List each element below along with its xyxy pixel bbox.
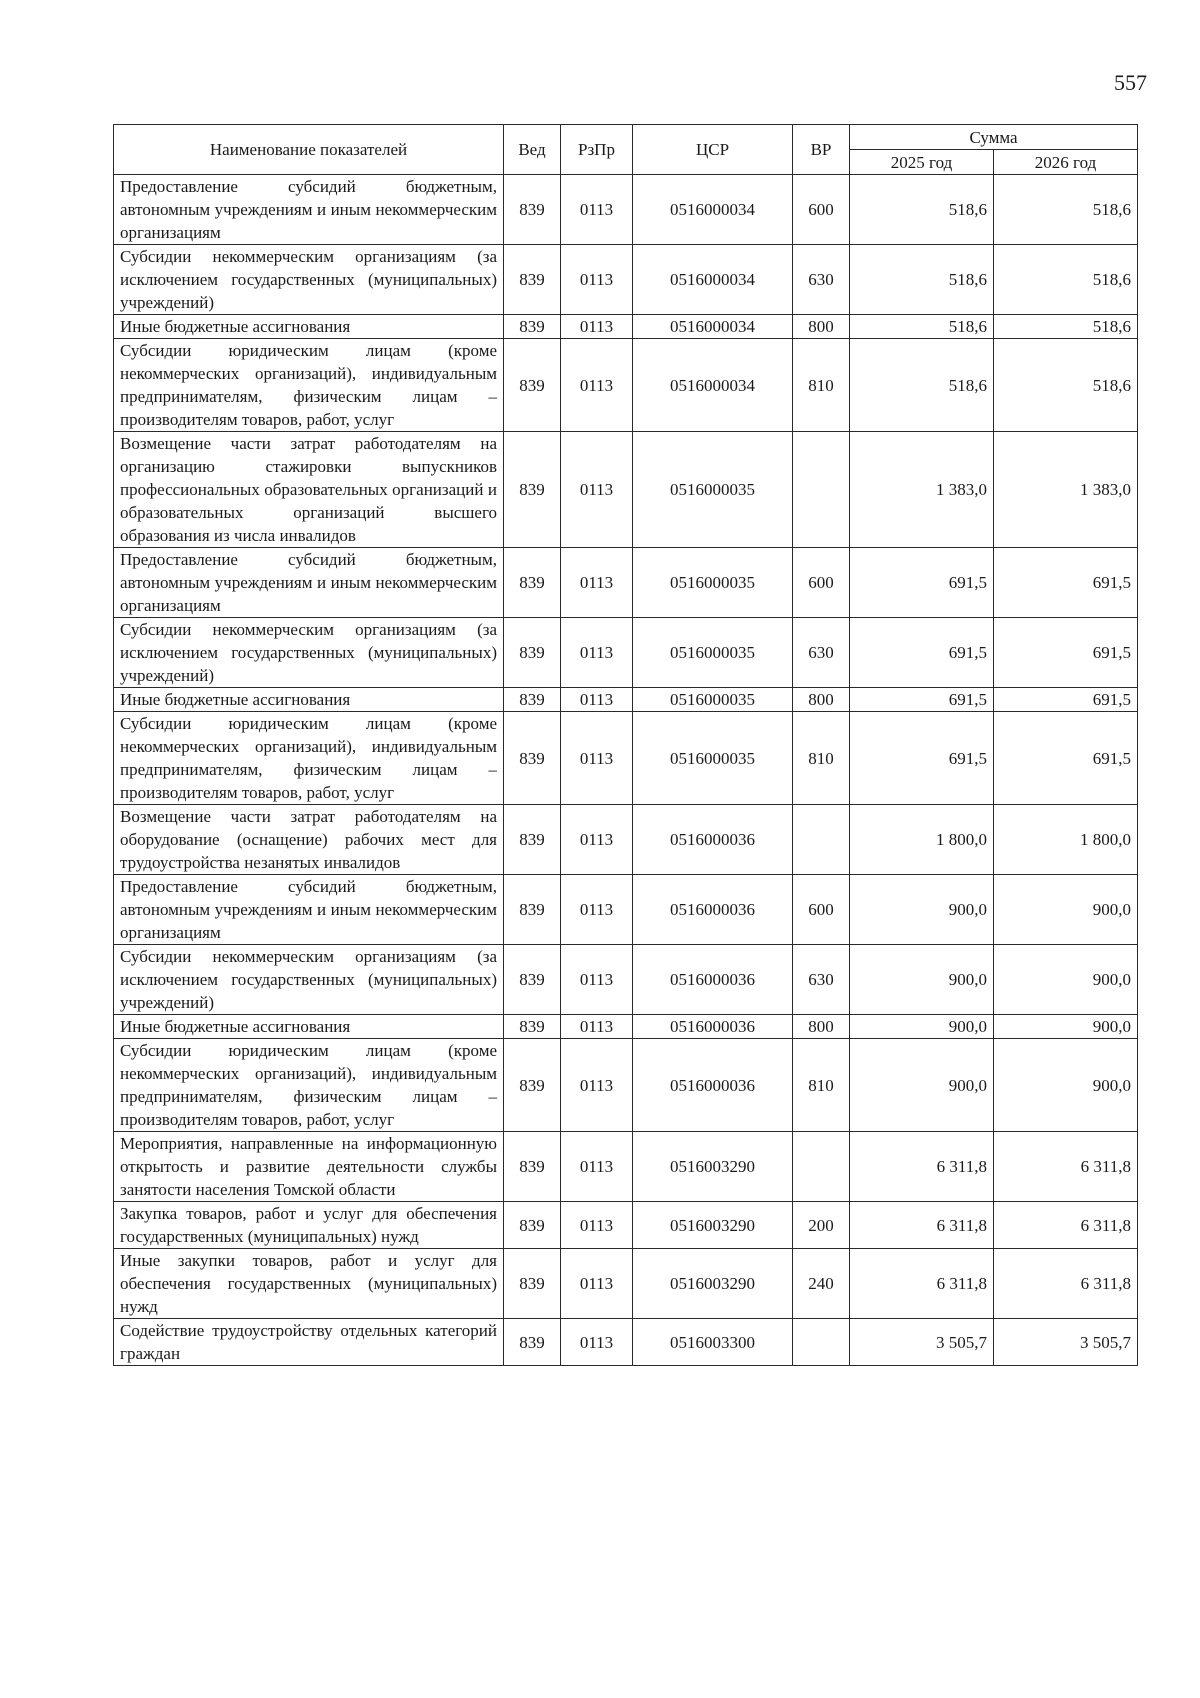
row-csr-cell: 0516000035: [633, 548, 793, 618]
row-sum-2025-cell: 691,5: [850, 712, 994, 805]
row-rzpr-cell: 0113: [561, 875, 633, 945]
table-row: [114, 688, 1138, 712]
row-sum-2025-cell: 691,5: [850, 548, 994, 618]
row-sum-2026-cell: 691,5: [994, 688, 1138, 712]
row-name-cell: Субсидии некоммерческим организациям (за исключением государственных (муниципальных) учреждений): [114, 245, 504, 315]
row-ved-cell: 839: [504, 548, 561, 618]
row-rzpr-cell: 0113: [561, 688, 633, 712]
row-sum-2025-cell: 691,5: [850, 618, 994, 688]
row-ved-cell: 839: [504, 945, 561, 1015]
row-rzpr-cell: 0113: [561, 712, 633, 805]
row-ved-cell: 839: [504, 712, 561, 805]
row-name-cell: Иные бюджетные ассигнования: [114, 315, 504, 339]
row-vr-cell: 600: [793, 875, 850, 945]
row-rzpr-cell: 0113: [561, 339, 633, 432]
row-vr-cell: 200: [793, 1202, 850, 1249]
header-ved: Вед: [504, 125, 561, 175]
row-csr-cell: 0516000036: [633, 945, 793, 1015]
header-csr: ЦСР: [633, 125, 793, 175]
table-row: [114, 1319, 1138, 1366]
table-row: [114, 712, 1138, 805]
row-sum-2026-cell: 900,0: [994, 1015, 1138, 1039]
table-row: [114, 245, 1138, 315]
row-rzpr-cell: 0113: [561, 618, 633, 688]
header-rzpr: РзПр: [561, 125, 633, 175]
row-vr-cell: 800: [793, 1015, 850, 1039]
row-sum-2026-cell: 518,6: [994, 245, 1138, 315]
row-csr-cell: 0516000035: [633, 712, 793, 805]
table-row: [114, 1132, 1138, 1202]
row-name-cell: Возмещение части затрат работодателям на оборудование (оснащение) рабочих мест для трудоустройства незанятых инвалидов: [114, 805, 504, 875]
header-year-2026: 2026 год: [994, 150, 1138, 175]
row-csr-cell: 0516000036: [633, 1039, 793, 1132]
row-vr-cell: 600: [793, 548, 850, 618]
table-row: [114, 175, 1138, 245]
table-row: [114, 548, 1138, 618]
row-ved-cell: 839: [504, 315, 561, 339]
row-name-cell: Субсидии юридическим лицам (кроме некоммерческих организаций), индивидуальным предпринимателям, физическим лицам – производителям товаров, работ, услуг: [114, 1039, 504, 1132]
row-name-cell: Предоставление субсидий бюджетным, автономным учреждениям и иным некоммерческим организациям: [114, 175, 504, 245]
row-ved-cell: 839: [504, 339, 561, 432]
row-name-cell: Иные бюджетные ассигнования: [114, 688, 504, 712]
row-csr-cell: 0516000036: [633, 1015, 793, 1039]
row-sum-2025-cell: 1 800,0: [850, 805, 994, 875]
table-row: [114, 805, 1138, 875]
row-sum-2026-cell: 1 800,0: [994, 805, 1138, 875]
row-csr-cell: 0516000034: [633, 175, 793, 245]
table-row: [114, 875, 1138, 945]
page-number: 557: [1114, 70, 1147, 95]
row-rzpr-cell: 0113: [561, 1202, 633, 1249]
row-vr-cell: 800: [793, 688, 850, 712]
row-sum-2026-cell: 691,5: [994, 548, 1138, 618]
row-sum-2026-cell: 3 505,7: [994, 1319, 1138, 1366]
row-vr-cell: 810: [793, 339, 850, 432]
header-year-2025: 2025 год: [850, 150, 994, 175]
row-rzpr-cell: 0113: [561, 245, 633, 315]
row-csr-cell: 0516000034: [633, 315, 793, 339]
row-name-cell: Субсидии некоммерческим организациям (за исключением государственных (муниципальных) учреждений): [114, 945, 504, 1015]
row-vr-cell: 630: [793, 245, 850, 315]
row-sum-2025-cell: 691,5: [850, 688, 994, 712]
row-name-cell: Иные закупки товаров, работ и услуг для обеспечения государственных (муниципальных) нужд: [114, 1249, 504, 1319]
row-csr-cell: 0516000035: [633, 688, 793, 712]
row-rzpr-cell: 0113: [561, 175, 633, 245]
row-ved-cell: 839: [504, 175, 561, 245]
header-name: Наименование показателей: [114, 125, 504, 175]
row-rzpr-cell: 0113: [561, 1132, 633, 1202]
row-ved-cell: 839: [504, 1039, 561, 1132]
row-sum-2025-cell: 3 505,7: [850, 1319, 994, 1366]
table-row: [114, 1015, 1138, 1039]
row-ved-cell: 839: [504, 805, 561, 875]
row-name-cell: Закупка товаров, работ и услуг для обеспечения государственных (муниципальных) нужд: [114, 1202, 504, 1249]
table-header: [114, 125, 1138, 175]
row-rzpr-cell: 0113: [561, 315, 633, 339]
row-vr-cell: 240: [793, 1249, 850, 1319]
row-rzpr-cell: 0113: [561, 945, 633, 1015]
row-vr-cell: 630: [793, 945, 850, 1015]
table-row: [114, 315, 1138, 339]
row-csr-cell: 0516000036: [633, 805, 793, 875]
header-vr: ВР: [793, 125, 850, 175]
row-csr-cell: 0516000034: [633, 245, 793, 315]
row-name-cell: Содействие трудоустройству отдельных категорий граждан: [114, 1319, 504, 1366]
row-sum-2025-cell: 6 311,8: [850, 1249, 994, 1319]
row-sum-2026-cell: 6 311,8: [994, 1132, 1138, 1202]
table-row: [114, 618, 1138, 688]
row-vr-cell: [793, 1319, 850, 1366]
row-ved-cell: 839: [504, 1202, 561, 1249]
table-row: [114, 1039, 1138, 1132]
row-sum-2025-cell: 518,6: [850, 315, 994, 339]
row-csr-cell: 0516003300: [633, 1319, 793, 1366]
row-sum-2025-cell: 518,6: [850, 245, 994, 315]
row-ved-cell: 839: [504, 1249, 561, 1319]
row-rzpr-cell: 0113: [561, 548, 633, 618]
table-row: [114, 432, 1138, 548]
row-name-cell: Возмещение части затрат работодателям на организацию стажировки выпускников профессиональных образовательных организаций и образовательных организаций высшего образования из числа инвалидов: [114, 432, 504, 548]
row-name-cell: Субсидии юридическим лицам (кроме некоммерческих организаций), индивидуальным предпринимателям, физическим лицам – производителям товаров, работ, услуг: [114, 339, 504, 432]
row-sum-2026-cell: 518,6: [994, 339, 1138, 432]
row-sum-2026-cell: 900,0: [994, 945, 1138, 1015]
row-csr-cell: 0516003290: [633, 1202, 793, 1249]
row-sum-2025-cell: 900,0: [850, 875, 994, 945]
row-sum-2025-cell: 518,6: [850, 175, 994, 245]
row-ved-cell: 839: [504, 245, 561, 315]
row-ved-cell: 839: [504, 875, 561, 945]
table-row: [114, 339, 1138, 432]
row-csr-cell: 0516000036: [633, 875, 793, 945]
row-ved-cell: 839: [504, 1015, 561, 1039]
row-ved-cell: 839: [504, 618, 561, 688]
row-csr-cell: 0516003290: [633, 1132, 793, 1202]
table-row: [114, 1249, 1138, 1319]
table-row: [114, 945, 1138, 1015]
row-sum-2025-cell: 900,0: [850, 1015, 994, 1039]
row-ved-cell: 839: [504, 1319, 561, 1366]
row-sum-2025-cell: 6 311,8: [850, 1132, 994, 1202]
row-csr-cell: 0516000035: [633, 618, 793, 688]
row-name-cell: Мероприятия, направленные на информационную открытость и развитие деятельности службы занятости населения Томской области: [114, 1132, 504, 1202]
row-sum-2025-cell: 6 311,8: [850, 1202, 994, 1249]
row-sum-2025-cell: 1 383,0: [850, 432, 994, 548]
row-name-cell: Иные бюджетные ассигнования: [114, 1015, 504, 1039]
row-ved-cell: 839: [504, 432, 561, 548]
row-sum-2025-cell: 518,6: [850, 339, 994, 432]
row-name-cell: Предоставление субсидий бюджетным, автономным учреждениям и иным некоммерческим организациям: [114, 875, 504, 945]
row-vr-cell: 600: [793, 175, 850, 245]
row-sum-2026-cell: 6 311,8: [994, 1249, 1138, 1319]
row-rzpr-cell: 0113: [561, 432, 633, 548]
row-ved-cell: 839: [504, 688, 561, 712]
row-vr-cell: [793, 1132, 850, 1202]
row-sum-2026-cell: 691,5: [994, 712, 1138, 805]
budget-table: [113, 124, 1138, 1366]
row-name-cell: Субсидии некоммерческим организациям (за исключением государственных (муниципальных) учреждений): [114, 618, 504, 688]
row-csr-cell: 0516000035: [633, 432, 793, 548]
row-sum-2026-cell: 900,0: [994, 875, 1138, 945]
row-sum-2026-cell: 518,6: [994, 175, 1138, 245]
row-sum-2025-cell: 900,0: [850, 945, 994, 1015]
row-vr-cell: 630: [793, 618, 850, 688]
table-body: [114, 175, 1138, 1366]
row-name-cell: Предоставление субсидий бюджетным, автономным учреждениям и иным некоммерческим организациям: [114, 548, 504, 618]
row-ved-cell: 839: [504, 1132, 561, 1202]
row-sum-2026-cell: 518,6: [994, 315, 1138, 339]
row-vr-cell: 810: [793, 712, 850, 805]
row-sum-2026-cell: 691,5: [994, 618, 1138, 688]
row-csr-cell: 0516000034: [633, 339, 793, 432]
row-csr-cell: 0516003290: [633, 1249, 793, 1319]
row-rzpr-cell: 0113: [561, 1319, 633, 1366]
row-rzpr-cell: 0113: [561, 1039, 633, 1132]
row-vr-cell: [793, 432, 850, 548]
row-rzpr-cell: 0113: [561, 805, 633, 875]
row-sum-2026-cell: 6 311,8: [994, 1202, 1138, 1249]
row-sum-2025-cell: 900,0: [850, 1039, 994, 1132]
row-sum-2026-cell: 900,0: [994, 1039, 1138, 1132]
table-row: [114, 1202, 1138, 1249]
row-vr-cell: 800: [793, 315, 850, 339]
row-name-cell: Субсидии юридическим лицам (кроме некоммерческих организаций), индивидуальным предпринимателям, физическим лицам – производителям товаров, работ, услуг: [114, 712, 504, 805]
row-rzpr-cell: 0113: [561, 1015, 633, 1039]
row-vr-cell: [793, 805, 850, 875]
row-vr-cell: 810: [793, 1039, 850, 1132]
row-rzpr-cell: 0113: [561, 1249, 633, 1319]
header-sum: Сумма: [850, 125, 1138, 150]
row-sum-2026-cell: 1 383,0: [994, 432, 1138, 548]
